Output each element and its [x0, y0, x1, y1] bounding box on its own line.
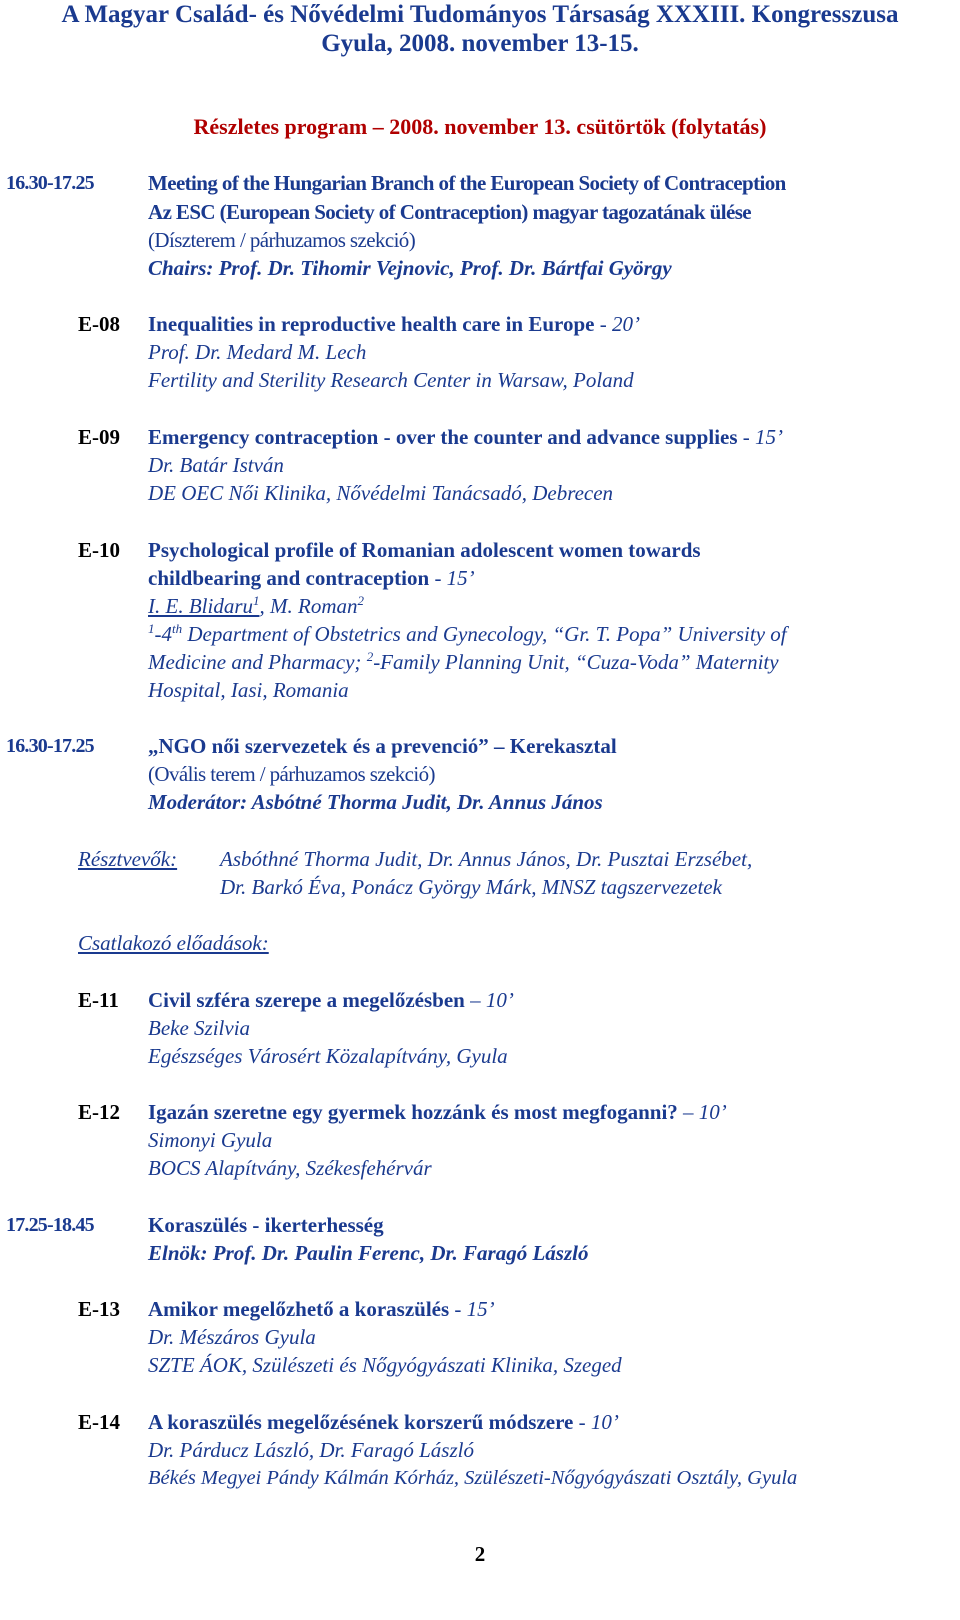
lecture-e14-duration: - 10’ [573, 1410, 619, 1434]
session1-title-hu: Az ESC (European Society of Contraception) magyar tagozatának ülése [148, 200, 751, 224]
lecture-e10-title-2: childbearing and contraception [148, 566, 430, 590]
lecture-e13-title-line [148, 1296, 495, 1322]
lecture-e14-title-line [148, 1409, 619, 1435]
lecture-e09-title: Emergency contraception - over the counter and advance supplies [148, 425, 738, 449]
session1-room: (Díszterem / párhuzamos szekció) [148, 228, 416, 252]
lecture-e10-title-1: Psychological profile of Romanian adolescent women towards [148, 538, 701, 562]
lecture-e11-affiliation: Egészséges Városért Közalapítvány, Gyula [148, 1044, 508, 1068]
lecture-e08-duration: - 20’ [594, 312, 640, 336]
lecture-code-e08: E-08 [78, 312, 120, 336]
session1-time: 16.30-17.25 [6, 172, 94, 194]
session2-time: 16.30-17.25 [6, 735, 94, 757]
congress-location-date: Gyula, 2008. november 13-15. [321, 30, 639, 57]
lecture-e09-author: Dr. Batár István [148, 453, 284, 477]
session2-moderator: Moderátor: Asbótné Thorma Judit, Dr. Annus János [148, 790, 603, 814]
lecture-e14-author: Dr. Párducz László, Dr. Faragó László [148, 1438, 474, 1462]
lecture-e10-affiliation-3: Hospital, Iasi, Romania [148, 678, 349, 702]
lecture-e08-affiliation: Fertility and Sterility Research Center in Warsaw, Poland [148, 368, 634, 392]
session3-title: Koraszülés - ikerterhesség [148, 1213, 384, 1237]
lecture-e09-duration: - 15’ [737, 425, 784, 449]
lecture-e08-title: Inequalities in reproductive health care in Europe [148, 312, 595, 336]
lecture-e13-title: Amikor megelőzhető a koraszülés [148, 1297, 450, 1321]
lecture-e11-duration: – 10’ [464, 988, 514, 1012]
session1-title-en: Meeting of the Hungarian Branch of the European Society of Contraception [148, 171, 786, 195]
participants-line-1: Asbóthné Thorma Judit, Dr. Annus János, Dr. Pusztai Erzsébet, [220, 847, 753, 871]
lecture-e09-affiliation: DE OEC Női Klinika, Nővédelmi Tanácsadó, Debrecen [148, 481, 614, 505]
session3-time: 17.25-18.45 [6, 1214, 94, 1236]
participants-line-2: Dr. Barkó Éva, Ponácz György Márk, MNSZ tagszervezetek [220, 875, 722, 899]
lecture-e13-affiliation: SZTE ÁOK, Szülészeti és Nőgyógyászati Klinika, Szeged [148, 1353, 622, 1377]
lecture-e12-title: Igazán szeretne egy gyermek hozzánk és most megfoganni? [148, 1100, 678, 1124]
participants-label: Résztvevők: [78, 847, 178, 871]
lecture-code-e13: E-13 [78, 1297, 120, 1321]
joining-lectures-label: Csatlakozó előadások: [78, 931, 269, 955]
lecture-code-e11: E-11 [78, 988, 119, 1012]
lecture-e09-title-line [148, 424, 783, 450]
lecture-e13-duration: - 15’ [449, 1297, 495, 1321]
congress-title: A Magyar Család- és Nővédelmi Tudományos Társaság XXXIII. Kongresszusa [61, 1, 899, 28]
lecture-e13-author: Dr. Mészáros Gyula [148, 1325, 316, 1349]
lecture-e14-affiliation: Békés Megyei Pándy Kálmán Kórház, Szülészeti-Nőgyógyászati Osztály, Gyula [148, 1467, 798, 1489]
program-subtitle: Részletes program – 2008. november 13. csütörtök (folytatás) [193, 114, 767, 139]
lecture-e11-title-line [148, 987, 514, 1013]
session2-title: „NGO női szervezetek és a prevenció” – Kerekasztal [148, 734, 617, 758]
lecture-e12-duration: – 10’ [677, 1100, 727, 1124]
lecture-code-e14: E-14 [78, 1410, 120, 1434]
lecture-e11-author: Beke Szilvia [148, 1016, 251, 1040]
session2-room: (Ovális terem / párhuzamos szekció) [148, 762, 435, 786]
lecture-e12-author: Simonyi Gyula [148, 1128, 273, 1152]
lecture-code-e09: E-09 [78, 425, 120, 449]
lecture-e10-authors: I. E. Blidaru$^1$, M. Roman$^2$ [148, 593, 364, 618]
session1-chairs: Chairs: Prof. Dr. Tihomir Vejnovic, Prof. Dr. Bártfai György [148, 256, 672, 280]
lecture-e10-duration: - 15’ [429, 566, 475, 590]
lecture-e08-title-line [148, 311, 640, 337]
author-blidaru: I. E. Blidaru$^1$ [148, 593, 260, 618]
lecture-e10-affiliation-2: Medicine and Pharmacy; $^2$-Family Planning Unit, “Cuza-Voda” Maternity [148, 649, 779, 674]
lecture-code-e10: E-10 [78, 538, 120, 562]
lecture-e08-author: Prof. Dr. Medard M. Lech [148, 340, 367, 364]
lecture-e10-title-line2 [148, 565, 475, 591]
session3-chair: Elnök: Prof. Dr. Paulin Ferenc, Dr. Faragó László [148, 1241, 589, 1265]
lecture-e10-affiliation-1: $^1$-4th Department of Obstetrics and Gynecology, “Gr. T. Popa” University of [148, 621, 787, 646]
lecture-e11-title: Civil szféra szerepe a megelőzésben [148, 988, 465, 1012]
page-number: 2 [474, 1542, 486, 1566]
lecture-e14-title: A koraszülés megelőzésének korszerű módszere [148, 1410, 574, 1434]
lecture-e12-title-line [148, 1099, 727, 1125]
lecture-code-e12: E-12 [78, 1100, 120, 1124]
lecture-e12-affiliation: BOCS Alapítvány, Székesfehérvár [148, 1156, 432, 1180]
